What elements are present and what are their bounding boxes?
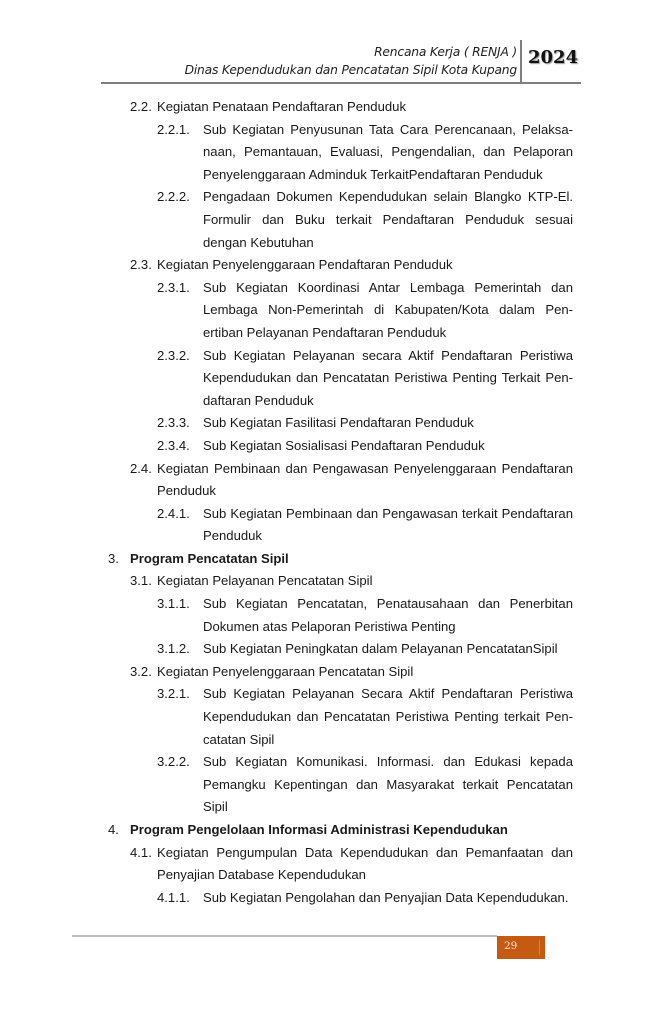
outline-level3-line <box>0 638 652 661</box>
sub-kegiatan-text: Sub Kegiatan Sosialisasi Pendaftaran Penduduk <box>203 437 485 453</box>
sub-kegiatan-text: Kependudukan dan Pencatatan Peristiwa Penting Terkait Pen- <box>203 370 573 386</box>
outline-level3-line <box>0 322 652 345</box>
outline-level2-line <box>0 480 652 503</box>
outline-number: 3.2.2. <box>157 754 190 770</box>
outline-number: 2.2. <box>130 99 152 114</box>
sub-kegiatan-text: Kependudukan dan Pencatatan Peristiwa Penting terkait Pen- <box>203 709 573 725</box>
sub-kegiatan-text: Sub Kegiatan Penyusunan Tata Cara Perencanaan, Pelaksa- <box>203 121 573 137</box>
sub-kegiatan-text: Penyelenggaraan Adminduk TerkaitPendaftaran Penduduk <box>203 166 543 182</box>
kegiatan-text: Kegiatan Penyelenggaraan Pencatatan Sipil <box>157 663 414 679</box>
outline-level2-line <box>0 864 652 887</box>
sub-kegiatan-text: ertiban Pelayanan Pendaftaran Penduduk <box>203 324 447 340</box>
sub-kegiatan-text: Sub Kegiatan Peningkatan dalam Pelayanan PencatatanSipil <box>203 641 558 657</box>
outline-number: 3.2. <box>130 663 152 679</box>
outline-level3-line <box>0 277 652 300</box>
outline-level3-line <box>0 683 652 706</box>
page-number-tick <box>539 940 540 955</box>
page-number: 29 <box>504 940 518 952</box>
sub-kegiatan-text: catatan Sipil <box>203 731 275 747</box>
outline-level3-line <box>0 367 652 390</box>
outline-level3-line <box>0 119 652 142</box>
sub-kegiatan-text: Sub Kegiatan Pencatatan, Penatausahaan dan Penerbitan <box>203 596 573 612</box>
kegiatan-text: Kegiatan Pembinaan dan Pengawasan Penyelenggaraan Pendaftaran <box>157 460 573 476</box>
header-organization: Dinas Kependudukan dan Pencatatan Sipil Kota Kupang <box>184 63 517 77</box>
sub-kegiatan-text: Sub Kegiatan Pelayanan Secara Aktif Pendaftaran Peristiwa <box>203 686 573 702</box>
outline-level3-line <box>0 593 652 616</box>
outline-number: 3. <box>108 550 119 566</box>
outline-level3-line <box>0 232 652 255</box>
document-body <box>0 96 652 909</box>
outline-level3-line <box>0 299 652 322</box>
outline-number: 3.1.1. <box>157 596 190 612</box>
outline-level3-line <box>0 209 652 232</box>
outline-number: 2.3. <box>130 257 152 273</box>
sub-kegiatan-text: Sub Kegiatan Pengolahan dan Penyajian Data Kependudukan. <box>203 889 569 905</box>
outline-level3-line <box>0 503 652 526</box>
page-number-badge <box>497 936 545 959</box>
sub-kegiatan-text: dengan Kebutuhan <box>203 234 314 250</box>
outline-level3-line <box>0 390 652 413</box>
outline-number: 3.2.1. <box>157 686 190 702</box>
outline-number: 2.3.3. <box>157 415 190 431</box>
outline-level3-line <box>0 751 652 774</box>
outline-number: 2.2.2. <box>157 189 190 205</box>
sub-kegiatan-text: Sub Kegiatan Koordinasi Antar Lembaga Pemerintah dan <box>203 279 573 295</box>
sub-kegiatan-text: Penduduk <box>203 528 262 544</box>
outline-level2-line <box>0 254 652 277</box>
kegiatan-text: Kegiatan Penyelenggaraan Pendaftaran Penduduk <box>157 257 453 273</box>
sub-kegiatan-text: Sub Kegiatan Pelayanan secara Aktif Pendaftaran Peristiwa <box>203 347 573 363</box>
sub-kegiatan-text: Lembaga Non-Pemerintah di Kabupaten/Kota dalam Pen- <box>203 302 573 318</box>
outline-level3-line <box>0 141 652 164</box>
outline-level3-line <box>0 887 652 910</box>
outline-number: 4.1.1. <box>157 889 190 905</box>
outline-number: 2.3.1. <box>157 279 190 295</box>
sub-kegiatan-text: Sub Kegiatan Komunikasi. Informasi. dan Edukasi kepada <box>203 754 573 770</box>
outline-number: 2.2.1. <box>157 121 190 137</box>
outline-level3-line <box>0 774 652 797</box>
header-year: 2024 <box>528 47 579 68</box>
outline-number: 2.4.1. <box>157 505 190 521</box>
sub-kegiatan-text: Formulir dan Buku terkait Pendaftaran Penduduk sesuai <box>203 211 573 227</box>
kegiatan-text: Kegiatan Penataan Pendaftaran Penduduk <box>157 99 406 114</box>
outline-number: 2.4. <box>130 460 152 476</box>
outline-level3-line <box>0 706 652 729</box>
outline-level3-line <box>0 164 652 187</box>
header-divider-vertical <box>520 40 522 84</box>
program-heading: Program Pengelolaan Informasi Administrasi Kependudukan <box>130 822 508 837</box>
sub-kegiatan-text: Pengadaan Dokumen Kependudukan selain Blangko KTP-El. <box>203 189 573 205</box>
sub-kegiatan-text: Pemangku Kepentingan dan Masyarakat terkait Pencatatan <box>203 776 573 792</box>
header-divider-horizontal <box>101 82 581 84</box>
outline-level3-line <box>0 525 652 548</box>
outline-level3-line <box>0 729 652 752</box>
outline-number: 2.3.2. <box>157 347 190 363</box>
outline-number: 3.1. <box>130 573 152 589</box>
outline-level1-line <box>0 819 652 842</box>
outline-level3-line <box>0 796 652 819</box>
outline-number: 4. <box>108 822 119 837</box>
sub-kegiatan-text: Sipil <box>203 799 228 815</box>
outline-level2-line <box>0 96 652 119</box>
sub-kegiatan-text: daftaran Penduduk <box>203 392 314 408</box>
footer-divider <box>72 935 497 937</box>
sub-kegiatan-text: Sub Kegiatan Fasilitasi Pendaftaran Penduduk <box>203 415 474 431</box>
outline-level3-line <box>0 616 652 639</box>
outline-level1-line <box>0 548 652 571</box>
outline-level3-line <box>0 345 652 368</box>
kegiatan-text: Kegiatan Pengumpulan Data Kependudukan dan Pemanfaatan dan <box>157 844 573 860</box>
outline-level2-line <box>0 842 652 865</box>
kegiatan-text: Penyajian Database Kependudukan <box>157 867 366 883</box>
outline-level2-line <box>0 458 652 481</box>
outline-level3-line <box>0 435 652 458</box>
header-document-title: Rencana Kerja ( RENJA ) <box>374 45 517 59</box>
sub-kegiatan-text: Dokumen atas Pelaporan Peristiwa Penting <box>203 618 456 634</box>
sub-kegiatan-text: Sub Kegiatan Pembinaan dan Pengawasan terkait Pendaftaran <box>203 505 573 521</box>
outline-number: 2.3.4. <box>157 437 190 453</box>
outline-level3-line <box>0 186 652 209</box>
kegiatan-text: Kegiatan Pelayanan Pencatatan Sipil <box>157 573 373 589</box>
program-heading: Program Pencatatan Sipil <box>130 550 289 566</box>
outline-number: 3.1.2. <box>157 641 190 657</box>
outline-level2-line <box>0 661 652 684</box>
kegiatan-text: Penduduk <box>157 483 216 499</box>
outline-number: 4.1. <box>130 844 152 860</box>
sub-kegiatan-text: naan, Pemantauan, Evaluasi, Pengendalian, dan Pelaporan <box>203 144 573 160</box>
outline-level3-line <box>0 412 652 435</box>
outline-level2-line <box>0 570 652 593</box>
